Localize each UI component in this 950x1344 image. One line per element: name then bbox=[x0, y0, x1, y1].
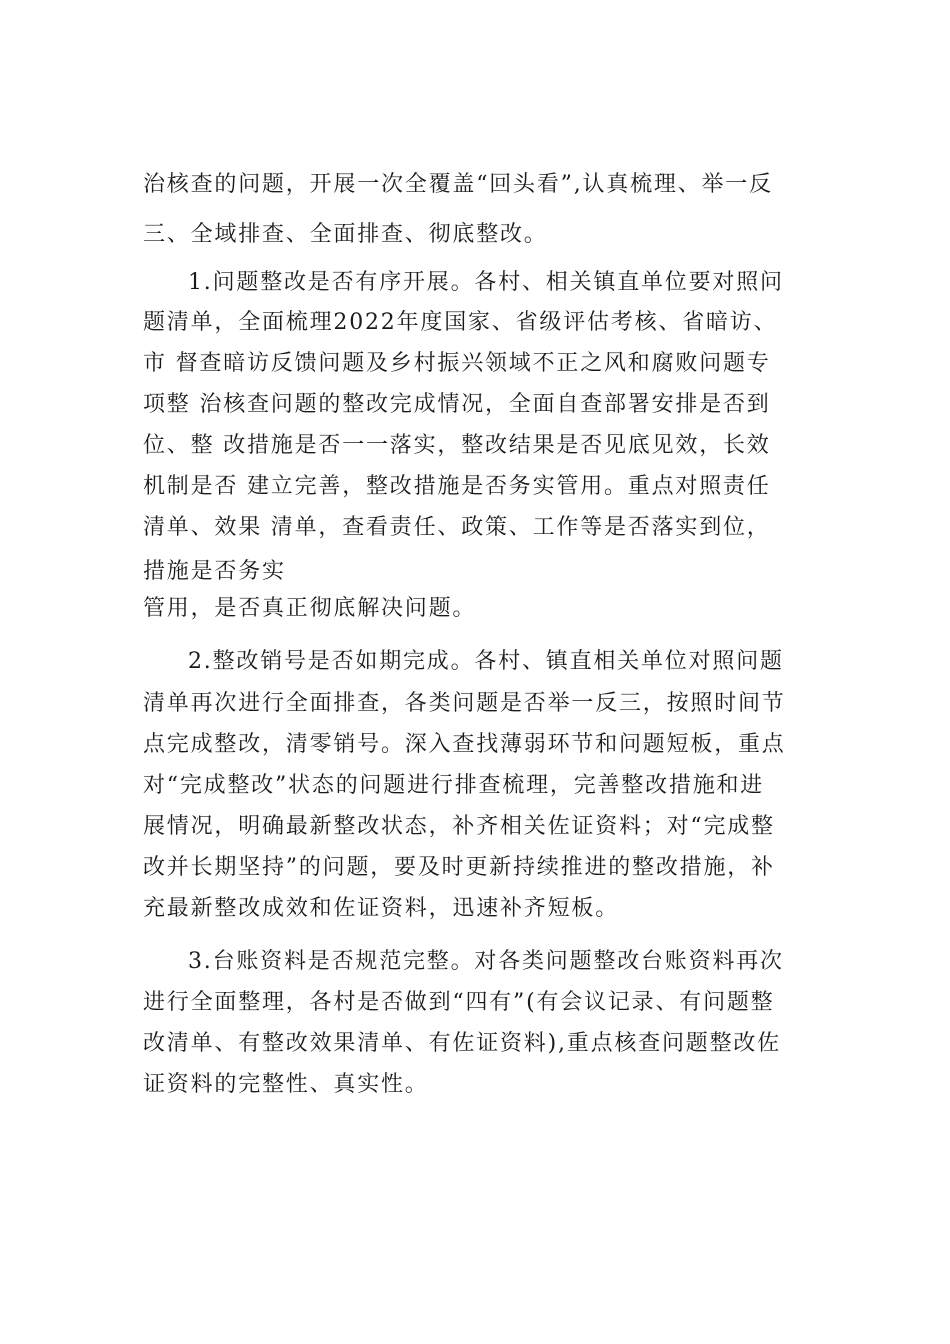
text-line: 三、全域排查、全面排查、彻底整改。 bbox=[143, 222, 548, 247]
text-line: 展情况，明确最新整改状态，补齐相关佐证资料；对“完成整 bbox=[143, 814, 775, 839]
text-line: 改清单、有整改效果清单、有佐证资料),重点核查问题整改佐 bbox=[143, 1031, 781, 1056]
text-line: 措施是否务实 bbox=[143, 559, 286, 584]
text-line: 改并长期坚持”的问题，要及时更新持续推进的整改措施，补 bbox=[143, 855, 775, 880]
section-heading-1: 1.问题整改是否有序开展。各村、相关镇直单位要对照问 bbox=[188, 270, 784, 295]
text-line: 管用，是否真正彻底解决问题。 bbox=[143, 596, 477, 621]
text-line: 清单、效果 清单，查看责任、政策、工作等是否落实到位， bbox=[143, 515, 771, 540]
text-line: 进行全面整理，各村是否做到“四有”(有会议记录、有问题整 bbox=[143, 990, 775, 1015]
text-line: 治核查的问题，开展一次全覆盖“回头看”,认真梳理、举一反 bbox=[143, 172, 773, 197]
text-line: 题清单，全面梳理2022年度国家、省级评估考核、省暗访、 bbox=[143, 310, 778, 335]
text-line: 清单再次进行全面排查，各类问题是否举一反三，按照时间节 bbox=[143, 691, 786, 716]
section-heading-3: 3.台账资料是否规范完整。对各类问题整改台账资料再次 bbox=[188, 949, 784, 974]
text-line: 充最新整改成效和佐证资料，迅速补齐短板。 bbox=[143, 896, 620, 921]
text-line: 证资料的完整性、真实性。 bbox=[143, 1072, 429, 1097]
text-line: 项整 治核查问题的整改完成情况，全面自查部署安排是否到 bbox=[143, 392, 771, 417]
text-line: 市 督查暗访反馈问题及乡村振兴领域不正之风和腐败问题专 bbox=[143, 351, 771, 376]
text-line: 位、整 改措施是否一一落实，整改结果是否见底见效，长效 bbox=[143, 433, 771, 458]
text-line: 点完成整改，清零销号。深入查找薄弱环节和问题短板，重点 bbox=[143, 732, 786, 757]
section-heading-2: 2.整改销号是否如期完成。各村、镇直相关单位对照问题 bbox=[188, 649, 784, 674]
text-line: 对“完成整改”状态的问题进行排查梳理，完善整改措施和进 bbox=[143, 773, 765, 798]
text-line: 机制是否 建立完善，整改措施是否务实管用。重点对照责任 bbox=[143, 474, 771, 499]
